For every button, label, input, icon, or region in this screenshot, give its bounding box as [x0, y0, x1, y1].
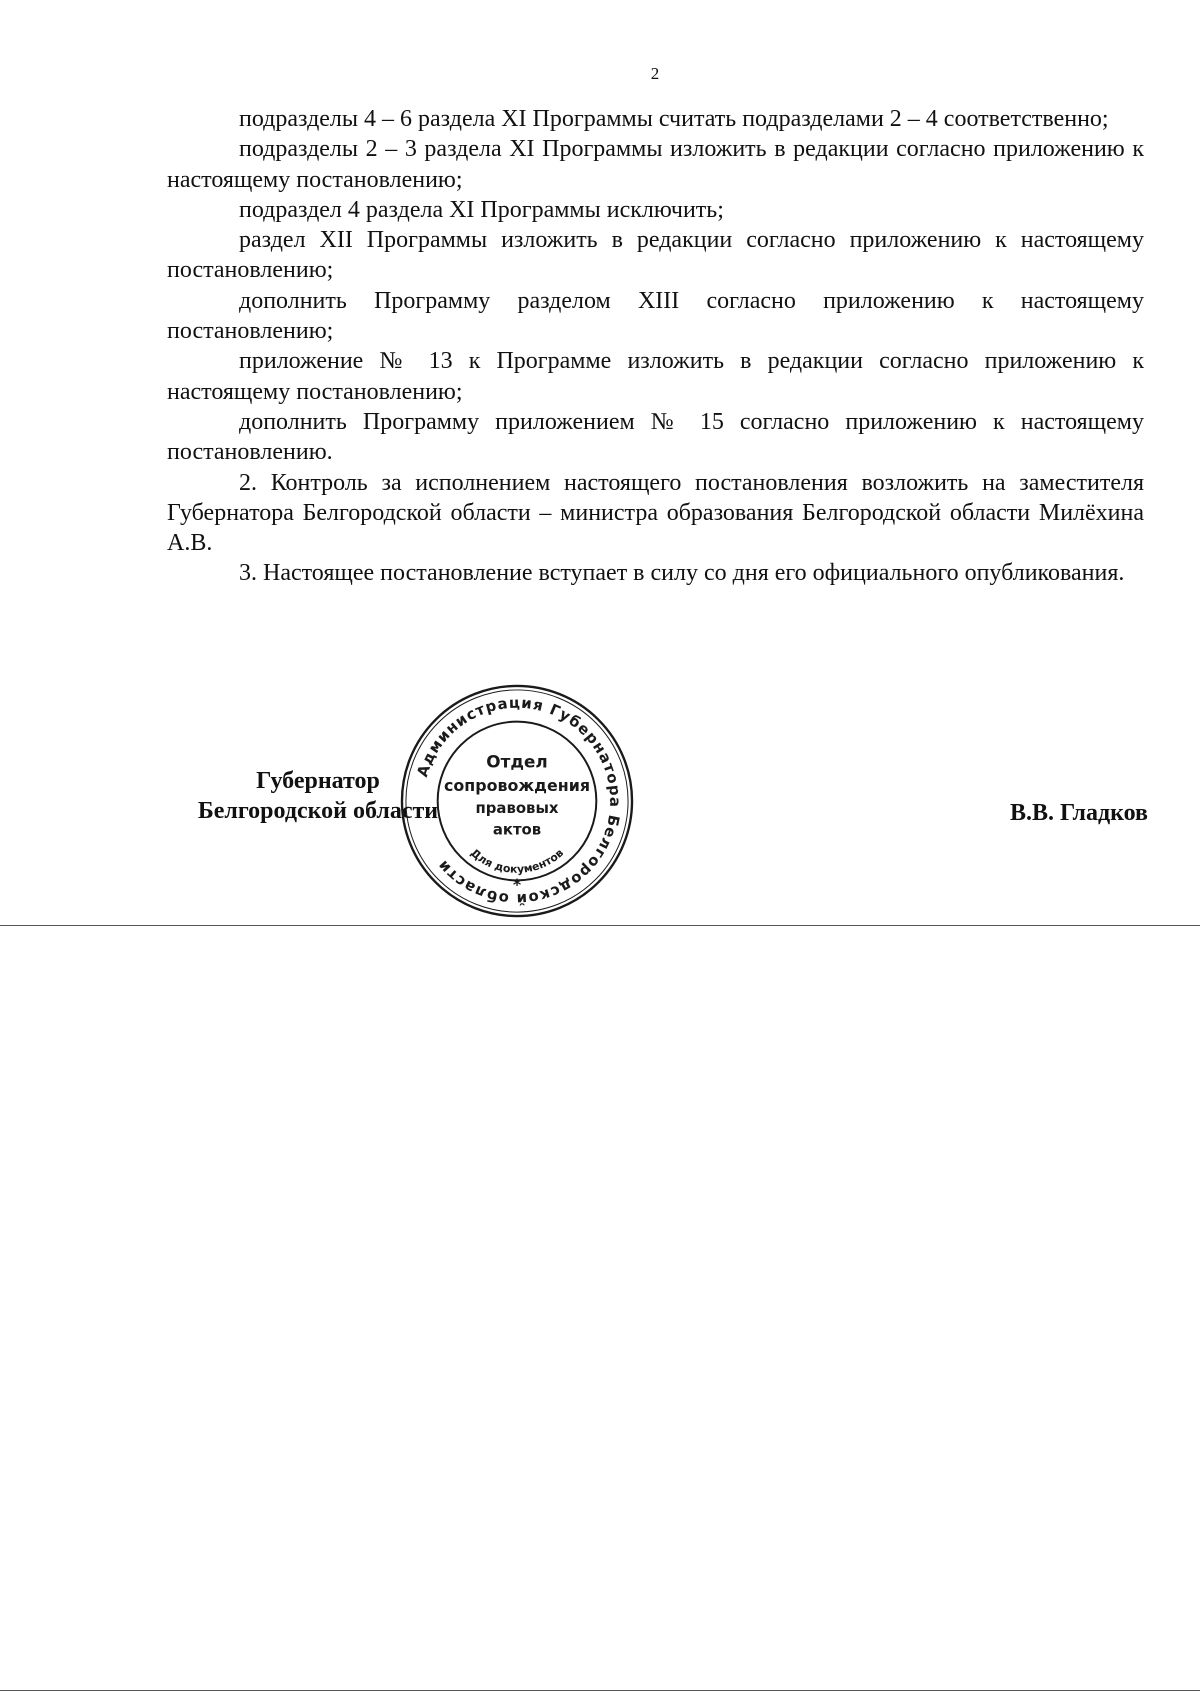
- paragraph-section-xii: раздел XII Программы изложить в редакции согласно приложению к настоящему постановлению;: [167, 227, 1144, 284]
- horizontal-rule-top: [0, 925, 1200, 926]
- paragraph-section-xiii: дополнить Программу разделом XIII согласно приложению к настоящему постановлению;: [167, 287, 1144, 345]
- horizontal-rule-bottom: [0, 1690, 1200, 1691]
- paragraph-appendix-13: приложение № 13 к Программе изложить в редакции согласно приложению к настоящему постановлению;: [167, 348, 1144, 405]
- signature-title-line2: Белгородской области: [197, 798, 439, 824]
- paragraph-appendix-15: дополнить Программу приложением № 15 согласно приложению к настоящему постановлению.: [167, 408, 1144, 466]
- paragraph-subsections-renumber: подразделы 4 – 6 раздела XI Программы считать подразделами 2 – 4 соответственно;: [239, 106, 1109, 132]
- stamp-center-line1: Отдел: [486, 751, 548, 772]
- signature-title-line1: Губернатор: [256, 768, 380, 794]
- stamp-center-line4: актов: [492, 820, 542, 839]
- paragraph-subsection-exclude: подраздел 4 раздела XI Программы исключить;: [239, 196, 724, 223]
- paragraph-control: 2. Контроль за исполнением настоящего постановления возложить на заместителя Губернатора Белгородской области – министра образования Белгородской области Милёхина А.В.: [167, 469, 1144, 557]
- stamp-bottom-text: Для документов: [467, 846, 567, 876]
- stamp-star: *: [512, 875, 522, 895]
- stamp-ring-text: Администрация Губернатора Белгородской области: [413, 693, 625, 909]
- official-stamp: [398, 682, 636, 920]
- stamp-center-line3: правовых: [475, 798, 559, 817]
- paragraph-subsections-revise: подразделы 2 – 3 раздела XI Программы изложить в редакции согласно приложению к настоящему постановлению;: [167, 136, 1144, 193]
- document-body: [167, 104, 1144, 589]
- paragraph-effective-date: 3. Настоящее постановление вступает в силу со дня его официального опубликования.: [239, 560, 1125, 587]
- page-number: 2: [650, 64, 660, 83]
- stamp-center-line2: сопровождения: [443, 776, 591, 796]
- signature-name: В.В. Гладков: [1009, 800, 1148, 826]
